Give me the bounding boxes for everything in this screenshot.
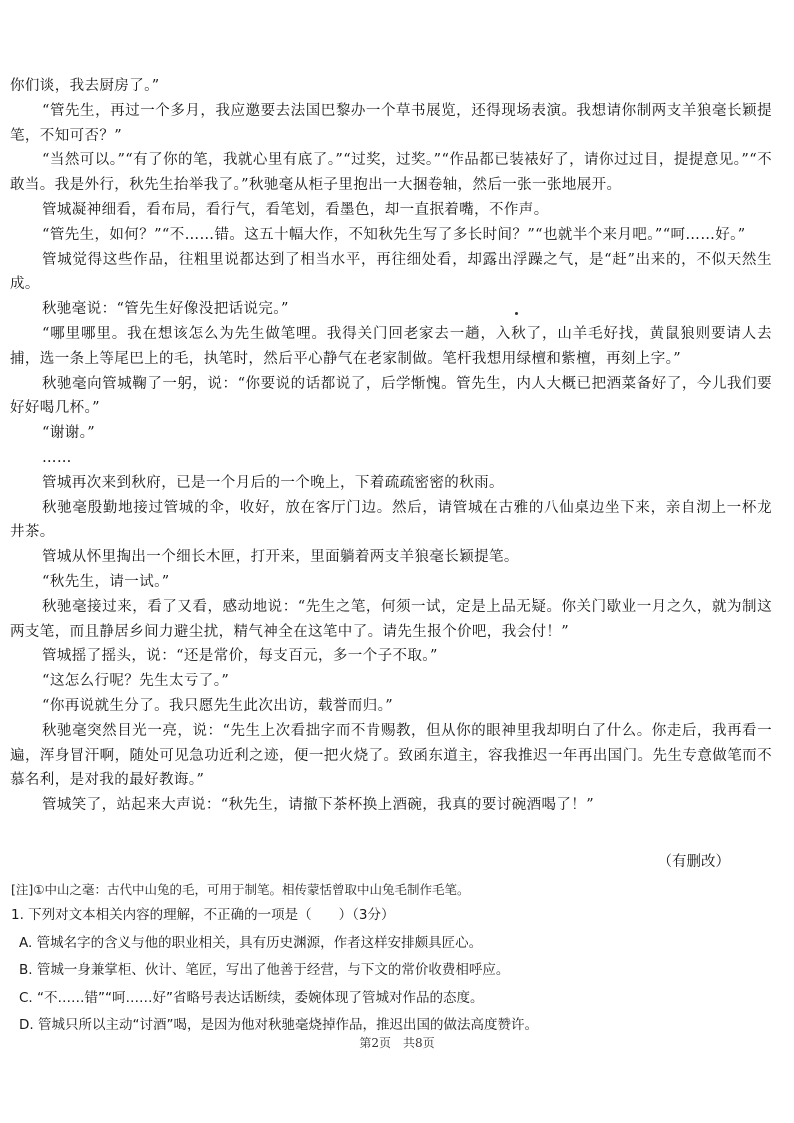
option-a: A. 管城名字的含义与他的职业相关，具有历史渊源，作者这样安排颇具匠心。 bbox=[19, 934, 483, 951]
story-paragraph: “这怎么行呢？先生太亏了。” bbox=[42, 673, 230, 690]
story-paragraph: “当然可以。”“有了你的笔，我就心里有底了。”“过奖，过奖。”“作品都已装裱好了，请你过过目，提提意见。”“不敢当。我是外行，秋先生抬举我了。”秋驰毫从柜子里抱出一大捆卷轴，然后一张一张地展开。 bbox=[10, 152, 772, 194]
story-paragraph: 管城摇了摇头，说：“还是常价，每支百元，多一个子不取。” bbox=[42, 648, 438, 665]
question-stem: 1. 下列对文本相关内容的理解，不正确的一项是（ ）（3分） bbox=[11, 907, 395, 923]
story-paragraph: “谢谢。” bbox=[42, 425, 96, 442]
story-paragraph: “管先生，如何？”“不……错。这五十幅大作，不知秋先生写了多长时间？”“也就半个来月吧。”“呵……好。” bbox=[42, 226, 746, 243]
ink-speck bbox=[515, 312, 518, 315]
page-number: 第2页 共8页 bbox=[359, 1036, 435, 1050]
story-paragraph: 管城再次来到秋府，已是一个月后的一个晚上，下着疏疏密密的秋雨。 bbox=[42, 474, 504, 491]
story-paragraph: 管城觉得这些作品，往粗里说都达到了相当水平，再往细处看，却露出浮躁之气，是“赶”出来的，不似天然生成。 bbox=[10, 251, 772, 293]
story-paragraph: “管先生，再过一个多月，我应邀要去法国巴黎办一个草书展览，还得现场表演。我想请你制两支羊狼毫长颖提笔，不知可否？” bbox=[10, 102, 772, 144]
source-note: （有删改） bbox=[657, 854, 730, 870]
story-text bbox=[10, 74, 772, 818]
option-d: D. 管城只所以主动“讨酒”喝，是因为他对秋驰毫烧掉作品，推迟出国的做法高度赞许。 bbox=[19, 1017, 538, 1033]
option-b: B. 管城一身兼掌柜、伙计、笔匠，写出了他善于经营，与下文的常价收费相呼应。 bbox=[19, 962, 510, 978]
question-1 bbox=[11, 902, 771, 1040]
story-paragraph: “哪里哪里。我在想该怎么为先生做笔哩。我得关门回老家去一趟，入秋了，山羊毛好找，黄鼠狼则要请人去捕，选一条上等尾巴上的毛，执笔时，然后平心静气在老家制做。笔杆我想用绿檀和紫檀，再刻上字。” bbox=[10, 325, 772, 367]
option-c: C. “不……错”“呵……好”省略号表达话断续，委婉体现了管城对作品的态度。 bbox=[19, 989, 484, 1006]
story-paragraph: “秋先生，请一试。” bbox=[42, 573, 170, 590]
story-paragraph: 秋驰毫向管城鞠了一躬，说：“你要说的话都说了，后学惭愧。管先生，内人大概已把酒菜备好了，今儿我们要好好喝几杯。” bbox=[10, 375, 772, 417]
story-paragraph: 管城笑了，站起来大声说：“秋先生，请撤下茶杯换上酒碗，我真的要讨碗酒喝了！” bbox=[42, 797, 595, 814]
story-paragraph: 秋驰毫殷勤地接过管城的伞，收好，放在客厅门边。然后，请管城在古雅的八仙桌边坐下来，亲自沏上一杯龙井茶。 bbox=[10, 499, 772, 541]
story-ellipsis: …… bbox=[42, 449, 72, 466]
story-paragraph: 管城从怀里掏出一个细长木匣，打开来，里面躺着两支羊狼毫长颖提笔。 bbox=[42, 549, 519, 566]
story-paragraph: 你们谈，我去厨房了。” bbox=[10, 78, 160, 94]
story-paragraph: 秋驰毫突然目光一亮，说：“先生上次看拙字而不肯赐教，但从你的眼神里我却明白了什么。你走后，我再看一遍，浑身冒汗啊，随处可见急功近利之迹，便一把火烧了。致函东道主，容我推迟一年再出国门。先生专意做笔而不慕名利，是对我的最好教诲。” bbox=[10, 722, 772, 789]
story-paragraph: 秋驰毫说：“管先生好像没把话说完。” bbox=[42, 301, 289, 318]
story-paragraph: “你再说就生分了。我只愿先生此次出访，载誉而归。” bbox=[42, 697, 394, 714]
story-paragraph: 管城凝神细看，看布局，看行气，看笔划，看墨色，却一直抿着嘴，不作声。 bbox=[42, 201, 549, 218]
story-paragraph: 秋驰毫接过来，看了又看，感动地说：“先生之笔，何须一试，定是上品无疑。你关门歇业一月之久，就为制这两支笔，而且静居乡间力避尘扰，精气神全在这笔中了。请先生报个价吧，我会付！” bbox=[10, 598, 772, 640]
footnote: [注]①中山之毫：古代中山兔的毛，可用于制笔。相传蒙恬曾取中山兔毛制作毛笔。 bbox=[11, 882, 470, 897]
